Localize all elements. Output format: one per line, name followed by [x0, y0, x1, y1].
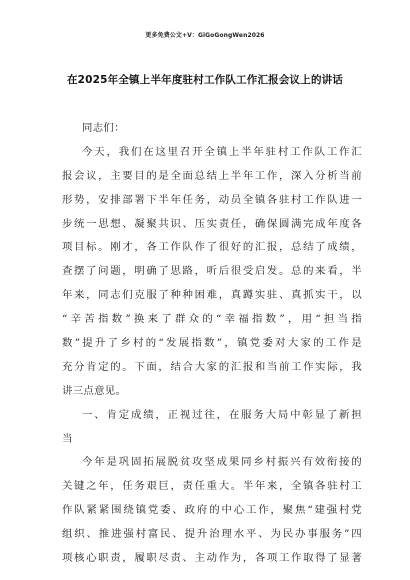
body-line: 一、肯定成绩，正视过往，在服务大局中彰显了新担: [82, 408, 362, 421]
body-line: 今年是巩固拓展脱贫攻坚成果同乡村振兴有效衔接的: [82, 456, 362, 469]
body-line: 充分肯定的。下面，结合大家的汇报和当前工作实际，我: [62, 360, 362, 373]
document-title: 在2025年全镇上半年度驻村工作队工作汇报会议上的讲话: [66, 74, 344, 86]
body-line: 查摆了问题，明确了思路，听后很受启发。总的来看，半: [62, 265, 362, 278]
body-line: 作队紧紧围绕镇党委、政府的中心工作，聚焦“建强村党: [62, 504, 362, 517]
header-note: 更多免费公文+V：GiGoGongWen2026: [145, 32, 265, 39]
body-line: 当: [62, 432, 73, 445]
body-line: 今天，我们在这里召开全镇上半年驻村工作队工作汇: [82, 145, 362, 158]
body-line: 关键之年，任务艰巨，责任重大。半年来，全镇各驻村工: [62, 480, 362, 493]
body-line: 组织、推进强村富民、提升治理水平、为民办事服务”四: [62, 528, 362, 541]
document-body: [62, 117, 362, 571]
body-line: 形势，安排部署下半年任务，动员全镇各驻村工作队进一: [62, 193, 362, 206]
body-line: 项目标。刚才，各工作队作了很好的汇报，总结了成绩，: [62, 241, 362, 254]
body-line: 年来，同志们克服了种种困难，真蹲实驻、真抓实干，以: [62, 289, 362, 302]
body-line: 同志们：: [82, 122, 125, 134]
body-line: 报会议，主要目的是全面总结上半年工作，深入分析当前: [62, 169, 362, 182]
body-line: 步统一思想、凝聚共识、压实责任，确保圆满完成年度各: [62, 217, 362, 230]
body-line: “辛苦指数”换来了群众的“幸福指数”，用“担当指: [62, 313, 362, 326]
body-line: 讲三点意见。: [62, 384, 127, 397]
body-line: 项核心职责，履职尽责、主动作为，各项工作取得了显著: [62, 552, 362, 565]
body-line: 数”提升了乡村的“发展指数”，镇党委对大家的工作是: [62, 337, 362, 350]
